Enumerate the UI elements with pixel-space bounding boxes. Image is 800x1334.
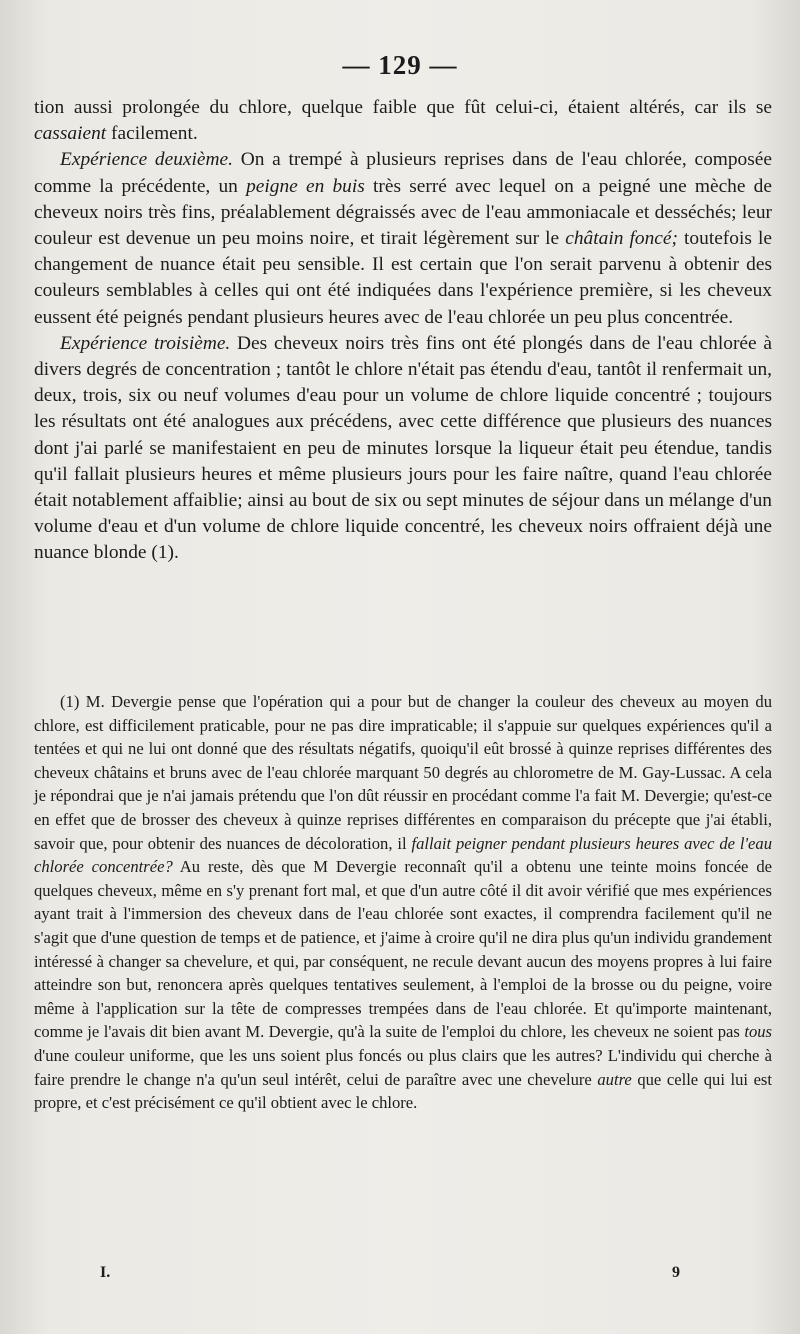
italic-text-run: cassaient [34,123,107,145]
paragraph-experiment-three [34,331,772,567]
page-number: — 129 — [342,50,458,80]
paragraph-continuation [34,95,772,147]
text-run: facilement. [106,123,198,145]
text-run: Des cheveux noirs très fins ont été plongés dans de l'eau chlorée à divers degrés de concentration ; tantôt le chlore n'était pas étendu d'eau, tantôt il renfermait un, deux, trois, six ou neuf volumes d'eau pour un volume de chlore liquide concentré ; toujours les résultats ont été analogues aux précédens, avec cette différence que plusieurs des nuances dont j'ai parlé se manifestaient en peu de minutes lorsque la liqueur était peu étendue, tandis qu'il fallait plusieurs heures et même plusieurs jours pour les faire naître, quand l'eau chlorée était notablement affaiblie; ainsi au bout de six ou sept minutes de séjour dans un mélange d'un volume d'eau et d'un volume de chlore liquide concentré, les cheveux noirs offraient déjà une nuance blonde (1). [34,332,773,564]
signature-mark: I. [100,1264,111,1281]
footnote [34,690,772,1115]
italic-text-run: Expérience troisième. [60,332,231,354]
text-run: (1) M. Devergie pense que l'opération qui a pour but de changer la couleur des cheveux au moyen du chlore, est difficilement praticable, pour ne pas dire impraticable; il s'appuie sur quelques expériences qu'il a tentées et qui ne lui ont donné que des résultats négatifs, quoiqu'il eût brossé à quinze reprises différentes des cheveux châtains et bruns avec de l'eau chlorée marquant 50 degrés au chlorometre de M. Gay-Lussac. A cela je répondrai que je n'ai jamais prétendu que l'on dût réussir en procédant comme l'a fait M. Devergie; qu'est-ce en effet que de brosser des cheveux à quinze reprises différentes en comparaison du précepte que j'ai établi, savoir que, pour obtenir des nuances de décoloration, il [34,692,772,853]
text-run: d'une couleur uniforme, que les uns soient plus foncés ou plus clairs que les autres? L'individu qui cherche à faire prendre le change n'a qu'un seul intérêt, celui de paraître avec une chevelure [34,1045,772,1089]
text-run: Au reste, dès que M Devergie reconnaît qu'il a obtenu une teinte moins foncée de quelques cheveux, même en s'y prenant fort mal, et que d'un autre côté il dit avoir vérifié que mes expériences ayant trait à l'immersion des cheveux dans de l'eau chlorée sont exactes, il comprendra facilement qu'il ne s'agit que d'une question de temps et de patience, et j'aime à croire qu'il ne dira plus qu'un individu grandement intéressé à changer sa chevelure, et qui, par conséquent, ne recule devant aucun des moyens propres à lui faire atteindre son but, renoncera après quelques tentatives seulement, à l'emploi de la brosse ou du peigne, voire même à l'application sur la tête de compresses trempées dans de l'eau chlorée. Et qu'importe maintenant, comme je l'avais dit bien avant M. Devergie, qu'à la suite de l'emploi du chlore, les cheveux ne soient pas [34,857,772,1042]
signature-number: 9 [672,1264,680,1281]
text-run: On a trempé à plusieurs reprises dans de l'eau chlorée, composée comme la précédente, un [34,149,772,197]
text-run: que celle qui lui est propre, et c'est précisément ce qu'il obtient avec le chlore. [34,1069,773,1113]
italic-text-run: peigne en buis [246,175,365,197]
italic-text-run: châtain foncé; [565,228,678,250]
italic-text-run: fallait peigner pendant plusieurs heures avec de l'eau chlorée concentrée? [34,833,772,877]
text-run: tion aussi prolongée du chlore, quelque faible que fût celui-ci, étaient altérés, car ils se [34,97,772,118]
italic-text-run: Expérience deuxième. [60,149,233,171]
footnote-text [34,690,772,1115]
italic-text-run: autre [597,1069,632,1089]
paragraph-experiment-two [34,147,772,330]
text-run: toutefois le changement de nuance était peu sensible. Il est certain que l'on serait parvenu à obtenir des couleurs semblables à celles qui ont été indiquées dans l'expérience première, si les cheveux eussent été peignés pendant plusieurs heures avec de l'eau chlorée un peu plus concentrée. [34,228,772,328]
main-text [34,95,772,567]
text-run: très serré avec lequel on a peigné une mèche de cheveux noirs très fins, préalablement dégraissés avec de l'eau ammoniacale et desséchés; leur couleur est devenue un peu moins noire, et tirait légèrement sur le [34,175,772,250]
italic-text-run: tous [744,1022,772,1042]
